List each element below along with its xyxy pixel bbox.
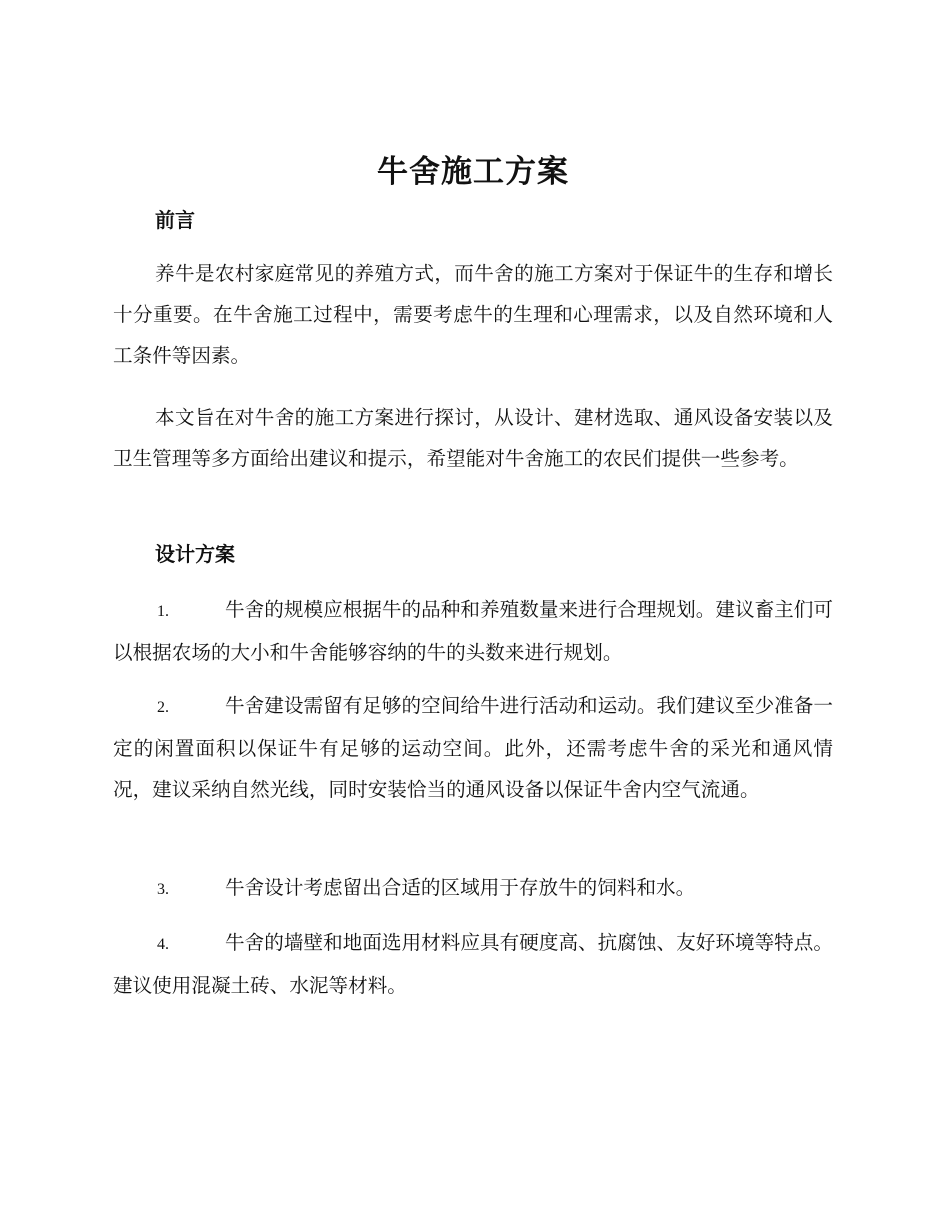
section-heading-design: 设计方案 xyxy=(155,542,235,566)
list-item-number: 4. xyxy=(157,936,169,953)
list-item xyxy=(113,589,833,673)
list-item xyxy=(113,867,833,910)
list-item xyxy=(113,685,833,810)
list-item-text: 牛舍的规模应根据牛的品种和养殖数量来进行合理规划。建议畜主们可以根据农场的大小和牛舍能够容纳的牛的头数来进行规划。 xyxy=(113,598,833,664)
document-title: 牛舍施工方案 xyxy=(377,154,569,190)
list-item-text: 牛舍建设需留有足够的空间给牛进行活动和运动。我们建议至少准备一定的闲置面积以保证牛有足够的运动空间。此外，还需考虑牛舍的采光和通风情况，建议采纳自然光线，同时安装恰当的通风设备以保证牛舍内空气流通。 xyxy=(113,694,833,801)
list-item-number: 3. xyxy=(157,881,169,898)
list-item-text: 牛舍设计考虑留出合适的区域用于存放牛的饲料和水。 xyxy=(225,876,696,899)
list-item-number: 2. xyxy=(157,699,169,716)
list-item-number: 1. xyxy=(157,603,169,620)
list-item xyxy=(113,922,833,1006)
preface-paragraph-1: 养牛是农村家庭常见的养殖方式，而牛舍的施工方案对于保证牛的生存和增长十分重要。在牛舍施工过程中，需要考虑牛的生理和心理需求，以及自然环境和人工条件等因素。 xyxy=(113,262,833,367)
preface-paragraph-2: 本文旨在对牛舍的施工方案进行探讨，从设计、建材选取、通风设备安装以及卫生管理等多方面给出建议和提示，希望能对牛舍施工的农民们提供一些参考。 xyxy=(113,406,833,470)
list-item-text: 牛舍的墙壁和地面选用材料应具有硬度高、抗腐蚀、友好环境等特点。建议使用混凝土砖、水泥等材料。 xyxy=(113,931,833,997)
section-heading-preface: 前言 xyxy=(155,208,195,232)
